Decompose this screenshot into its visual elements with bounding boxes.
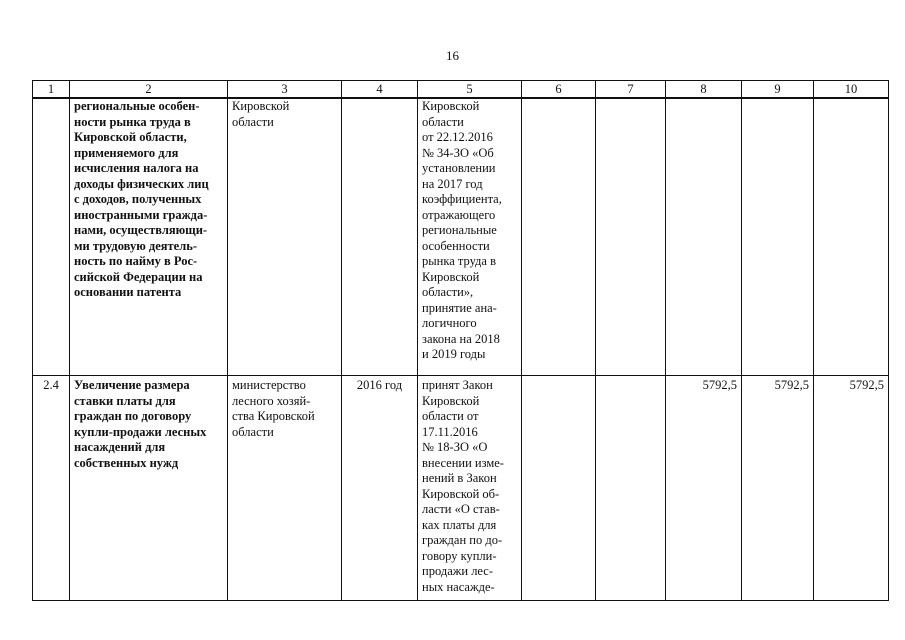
column-header: 4 (342, 81, 418, 99)
value-cell (666, 376, 742, 601)
result-cell (418, 98, 522, 376)
cell-text: 5792,5 (774, 378, 809, 392)
row-number-cell (33, 98, 70, 376)
cell-text: Увеличение размера ставки платы для граждан по договору купли-продажи лесных насаждений для собственных нужд (74, 378, 207, 470)
column-header: 10 (814, 81, 889, 99)
data-table (32, 80, 889, 601)
cell-text: 2.4 (43, 378, 59, 392)
column-header: 1 (33, 81, 70, 99)
header-row (33, 81, 889, 99)
deadline-cell (342, 376, 418, 601)
cell-text: 2016 год (356, 378, 403, 392)
column-header: 5 (418, 81, 522, 99)
column-header: 9 (742, 81, 814, 99)
value-cell (742, 98, 814, 376)
column-header: 8 (666, 81, 742, 99)
value-cell (522, 98, 596, 376)
value-cell (666, 98, 742, 376)
value-cell (814, 376, 889, 601)
cell-text: 5792,5 (849, 378, 884, 392)
cell-text: 5792,5 (702, 378, 737, 392)
table-row (33, 98, 889, 376)
cell-text: региональные особен- ности рынка труда в Кировской области, применяемого для исчисления налога на доходы физических лиц с доходов, полученных иностранными гражда- нами, осуществляющи- ми трудовую деятель- ность по найму в Рос- сийской Федерации на основании патента (74, 99, 209, 299)
page-number: 16 (446, 48, 459, 63)
executor-cell (228, 98, 342, 376)
column-header: 6 (522, 81, 596, 99)
value-cell (814, 98, 889, 376)
result-cell (418, 376, 522, 601)
cell-text: принят Закон Кировской области от 17.11.2016 № 18-ЗО «О внесении изме- нений в Закон Кировской об- ласти «О став- ках платы для граждан по до- говору купли- продажи лес- ных насажде- (422, 378, 504, 594)
executor-cell (228, 376, 342, 601)
value-cell (596, 98, 666, 376)
value-cell (522, 376, 596, 601)
cell-text: Кировской области от 22.12.2016 № 34-ЗО «Об установлении на 2017 год коэффициента, отражающего региональные особенности рынка труда в Кировской области», принятие ана- логичного закона на 2018 и 2019 годы (422, 99, 502, 361)
deadline-cell (342, 98, 418, 376)
column-header: 2 (70, 81, 228, 99)
row-number-cell (33, 376, 70, 601)
table-row (33, 376, 889, 601)
cell-text: министерство лесного хозяй- ства Кировской области (232, 378, 315, 439)
measure-name-cell (70, 376, 228, 601)
measure-name-cell (70, 98, 228, 376)
cell-text: Кировской области (232, 99, 290, 129)
value-cell (742, 376, 814, 601)
column-header: 3 (228, 81, 342, 99)
value-cell (596, 376, 666, 601)
column-header: 7 (596, 81, 666, 99)
